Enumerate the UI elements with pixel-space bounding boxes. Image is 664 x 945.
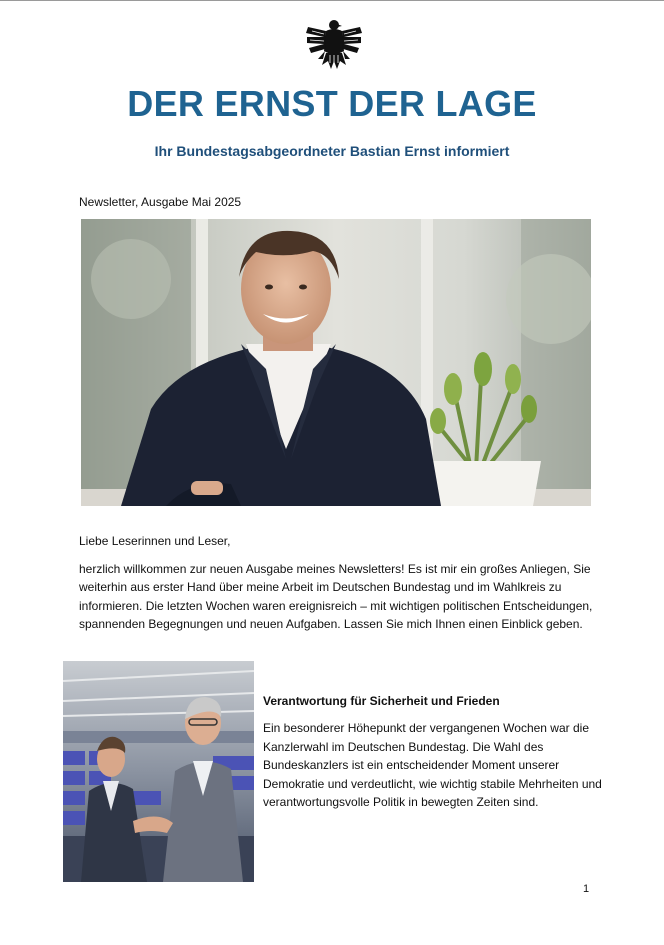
section-body: Ein besonderer Höhepunkt der vergangenen Wochen war die Kanzlerwahl im Deutschen Bundestag. Die Wahl des Bundeskanzlers ist ein entscheidender Moment unserer Demokratie und verdeutlicht, wie wichtig stabile Mehrheiten und verantwortungsvolle Politik in bewegten Zeiten sind. xyxy=(263,721,602,809)
section-title: Verantwortung für Sicherheit und Frieden xyxy=(263,694,500,708)
greeting: Liebe Leserinnen und Leser, xyxy=(79,534,231,548)
hero-photo xyxy=(81,219,591,506)
federal-eagle-icon xyxy=(304,17,364,71)
chancellor-election-photo xyxy=(63,661,254,882)
page-number: 1 xyxy=(583,883,590,895)
newsletter-subtitle: Ihr Bundestagsabgeordneter Bastian Ernst informiert xyxy=(154,143,510,159)
issue-line: Newsletter, Ausgabe Mai 2025 xyxy=(79,195,242,209)
intro-paragraph: herzlich willkommen zur neuen Ausgabe meines Newsletters! Es ist mir ein großes Anliegen, Sie weiterhin aus erster Hand über meine Arbeit im Deutschen Bundestag und im Wahlkreis zu informieren. Die letzten Wochen waren ereignisreich – mit wichtigen politischen Entscheidungen, spannenden Begegnungen und neuen Aufgaben. Lassen Sie mich Ihnen einen Einblick geben. xyxy=(79,562,593,631)
newsletter-title: DER ERNST DER LAGE xyxy=(127,83,537,124)
